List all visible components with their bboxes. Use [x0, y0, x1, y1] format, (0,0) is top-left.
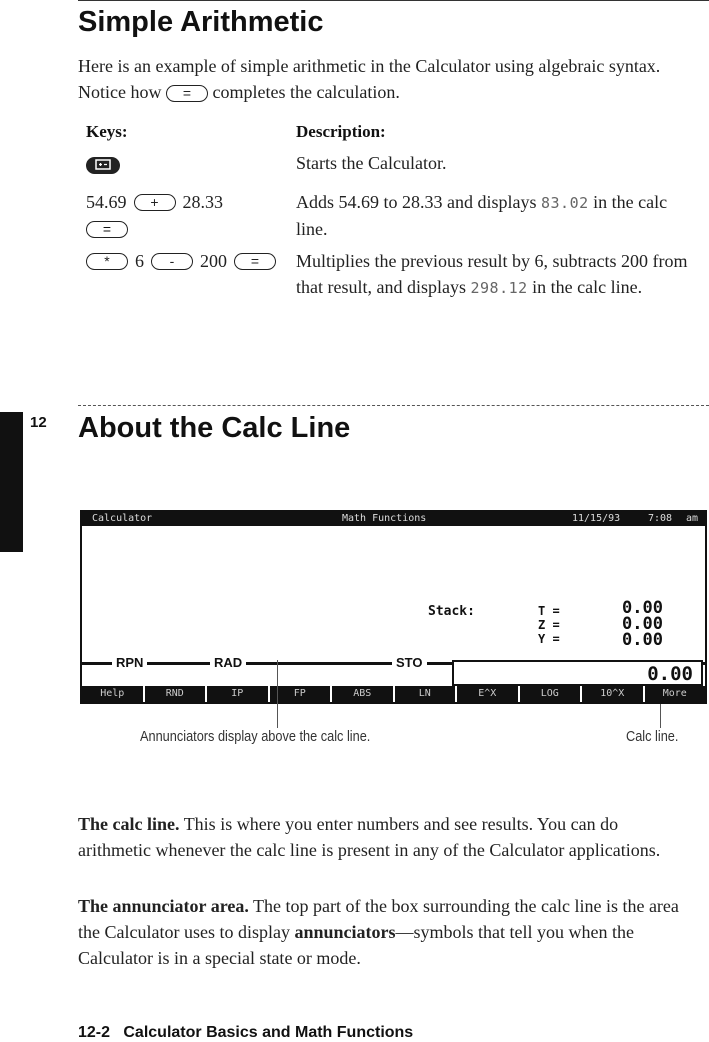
annunciator-callout-line [277, 660, 278, 728]
fkey-10-x[interactable]: 10^X [582, 686, 645, 702]
screen-ampm: am [686, 513, 699, 524]
fkey-fp[interactable]: FP [270, 686, 333, 702]
row3-number-2: 200 [200, 251, 227, 271]
calc-line-term: The calc line. [78, 814, 180, 834]
stack-value-t: 0.00 [622, 598, 663, 618]
row1-description: Starts the Calculator. [296, 153, 447, 173]
annunciators-term: annunciators [294, 922, 396, 942]
stack-label: Stack: [428, 604, 475, 619]
row3-display-value: 298.12 [470, 279, 528, 297]
intro-text-before: Here is an example of simple arithmetic in the Calculator using algebraic syntax. Notice how [78, 56, 661, 102]
chapter-number: 12 [30, 414, 47, 431]
screen-mode-title: Math Functions [342, 513, 427, 524]
fkey-more[interactable]: More [662, 688, 687, 699]
equals-key: = [166, 85, 208, 102]
calc-line-paragraph [78, 811, 690, 863]
screen-time: 7:08 [648, 513, 673, 524]
row2-number-1: 54.69 [86, 192, 127, 212]
calc-line-callout-line [660, 704, 661, 728]
stack-values [622, 600, 663, 648]
intro-text-after: completes the calculation. [212, 82, 400, 102]
calculator-app-icon [86, 157, 120, 174]
intro-paragraph [78, 53, 678, 105]
annunciator-rpn: RPN [112, 655, 147, 670]
fkey-rnd[interactable]: RND [145, 686, 208, 702]
top-rule [78, 0, 709, 1]
section-divider [78, 405, 709, 406]
fkey-e-x[interactable]: E^X [457, 686, 520, 702]
chapter-tab [0, 412, 23, 552]
equals-key: = [234, 253, 276, 270]
calculator-key [86, 155, 120, 174]
minus-key: - [151, 253, 193, 270]
stack-value-z: 0.00 [622, 614, 663, 634]
annunciator-text-after: —symbols that tell you when the Calculator is in a special state or mode. [78, 922, 634, 968]
page-number: 12-2 [78, 1024, 111, 1041]
row2-keys [86, 189, 223, 215]
calc-line[interactable] [452, 660, 703, 686]
screen-date: 11/15/93 [572, 513, 621, 524]
annunciator-caption: Annunciators display above the calc line. [140, 728, 371, 745]
stack-registers [538, 604, 560, 646]
row2-desc-end: in the calc line. [296, 192, 668, 239]
annunciator-rad: RAD [210, 655, 246, 670]
row3-keys [86, 248, 276, 274]
calculator-screen [80, 510, 707, 704]
keys-column-header: Keys: [86, 122, 128, 141]
row2-equals-key-wrapper [86, 219, 128, 238]
fkey-abs[interactable]: ABS [332, 686, 395, 702]
calc-line-text: This is where you enter numbers and see results. You can do arithmetic whenever the calc line is present in any of the Calculator applications. [78, 814, 661, 860]
stack-value-y: 0.00 [622, 630, 663, 650]
row2-number-2: 28.33 [182, 192, 223, 212]
equals-key: = [86, 221, 128, 238]
row2-desc-text: Adds 54.69 to 28.33 and displays [296, 192, 537, 212]
section-title-calc-line: About the Calc Line [78, 412, 351, 444]
stack-register-z: Z = [538, 618, 560, 632]
screen-title-bar [82, 512, 705, 526]
multiply-key: * [86, 253, 128, 270]
stack-register-t: T = [538, 604, 560, 618]
screen-app-title: Calculator [92, 513, 153, 524]
fkey-ip[interactable]: IP [207, 686, 270, 702]
plus-key: + [134, 194, 176, 211]
calc-line-caption: Calc line. [626, 728, 679, 745]
calc-line-value: 0.00 [647, 663, 693, 685]
row3-desc-end: in the calc line. [532, 277, 643, 297]
row2-description [296, 189, 696, 242]
stack-register-y: Y = [538, 632, 560, 646]
description-column-header: Description: [296, 122, 386, 141]
fkey-help[interactable]: Help [82, 686, 145, 702]
page-footer [78, 1024, 413, 1042]
row3-description [296, 248, 701, 301]
row2-display-value: 83.02 [541, 194, 589, 212]
annunciator-text-before: The top part of the box surrounding the calc line is the area the Calculator uses to display [78, 896, 679, 942]
row3-desc-text: Multiplies the previous result by 6, subtracts 200 from that result, and displays [296, 251, 688, 297]
footer-chapter-title: Calculator Basics and Math Functions [123, 1024, 414, 1041]
fkey-log[interactable]: LOG [520, 686, 583, 702]
function-key-bar [82, 686, 705, 702]
fkey-ln[interactable]: LN [395, 686, 458, 702]
row3-number-1: 6 [135, 251, 144, 271]
annunciator-paragraph [78, 893, 698, 971]
annunciator-area-term: The annunciator area. [78, 896, 249, 916]
section-title-simple-arithmetic: Simple Arithmetic [78, 6, 324, 38]
annunciator-sto: STO [392, 655, 427, 670]
